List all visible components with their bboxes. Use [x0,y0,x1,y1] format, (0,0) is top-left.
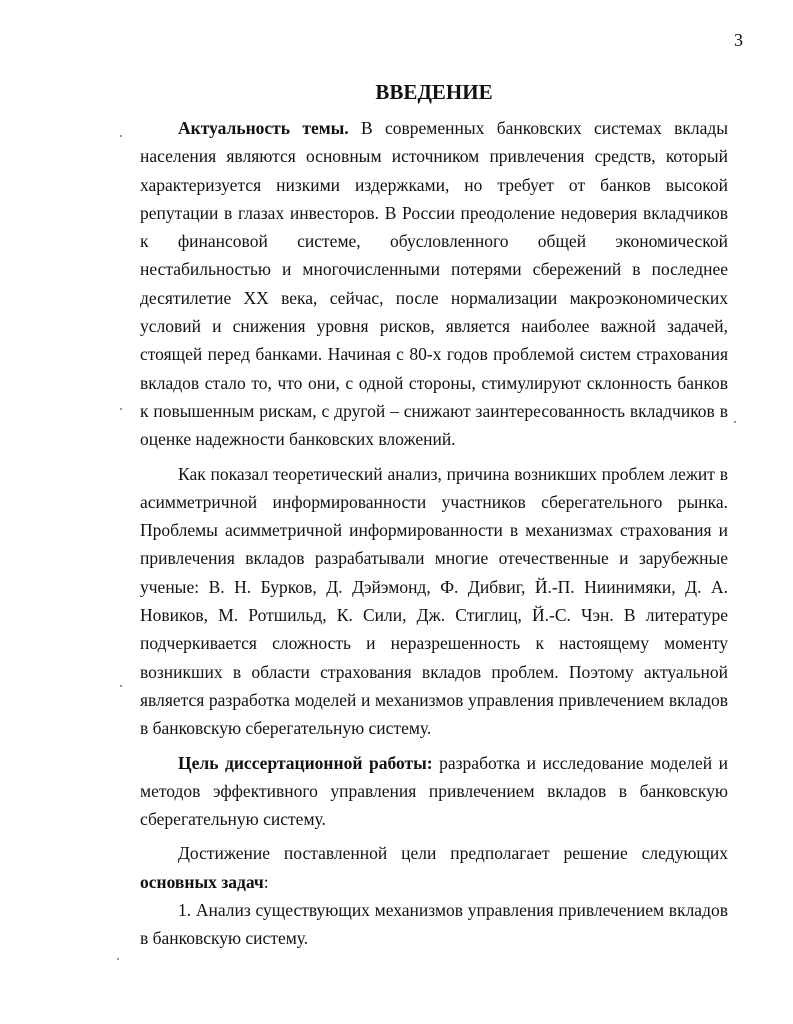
scan-speck [117,958,119,960]
goal-text: разработка и исследование моделей и методов эффективного управления привлечением вкладов в банковскую сберегательную систему. [140,752,728,830]
scan-speck [120,408,122,410]
relevance-lead: Актуальность темы. [178,118,349,138]
scan-speck [734,421,736,423]
tasks-lead: основных задач [140,871,264,892]
body-text [140,114,728,959]
scan-speck [120,685,122,687]
page-title: ВВЕДЕНИЕ [375,80,493,104]
goal-lead: Цель диссертационной работы: [178,752,433,773]
page-number: 3 [734,30,743,50]
paragraph-goal [140,749,728,834]
paragraph-tasks [140,839,728,896]
scan-speck [120,135,122,137]
task-item-1: 1. Анализ существующих механизмов управления привлечением вкладов в банковскую систему. [140,900,728,949]
relevance-text: В современных банковских системах вклады населения являются основным источником привлечения средств, который характеризуется низкими издержками, но требует от банков высокой репутации в глазах инвесторов. В России преодоление недоверия вкладчиков к финансовой системе, обусловленного общей экономической нестабильностью и многочисленными потерями сбережений в последнее десятилетие XX века, сейчас, после нормализации макроэкономических условий и снижения уровня рисков, является наиболее важной задачей, стоящей перед банками. Начиная с 80-х годов проблемой систем страхования вкладов стало то, что они, с одной стороны, стимулируют склонность банков к повышенным рискам, с другой – снижают заинтересованность вкладчиков в оценке надежности банковских вложений. [140,118,728,450]
paragraph-relevance [140,114,728,454]
paragraph-analysis: Как показал теоретический анализ, причина возникших проблем лежит в асимметричной информированности участников сберегательного рынка. Проблемы асимметричной информированности в механизмах страхования и привлечения вкладов разрабатывали многие отечественные и зарубежные ученые: В. Н. Бурков, Д. Дэйэмонд, Ф. Дибвиг, Й.-П. Ниинимяки, Д. А. Новиков, М. Ротшильд, К. Сили, Дж. Стиглиц, Й.-С. Чэн. В литературе подчеркивается сложность и неразрешенность к настоящему моменту возникших в области страхования вкладов проблем. Поэтому актуальной является разработка моделей и механизмов управления привлечением вкладов в банковскую сберегательную систему. [140,463,728,739]
tasks-colon: : [263,871,269,892]
tasks-text: Достижение поставленной цели предполагает решение следующих [178,843,728,864]
